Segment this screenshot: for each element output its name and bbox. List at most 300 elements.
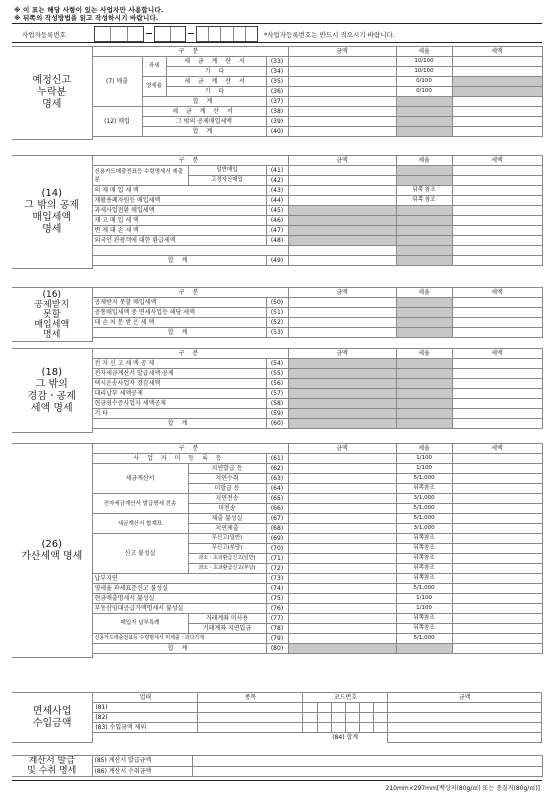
s4-row-label: 전 자 신 고 세 액 공 제 [92,359,266,369]
s3-tax-cell[interactable] [452,298,542,308]
s5-row-no: (63) [266,474,288,484]
s3-amount-cell[interactable] [288,318,396,328]
s1-amount-cell[interactable] [288,107,396,117]
s5-row-no: (71) [266,554,288,564]
s2-tax-cell[interactable] [452,206,542,216]
s5-tax-cell[interactable] [452,454,542,464]
bizno-field-3[interactable] [196,26,258,42]
s5-amount-cell[interactable] [288,604,396,614]
s5-rate-cell: 5/1,000 [396,514,452,524]
s3-header-amount: 금액 [288,288,396,298]
s4-row-label: 전자세금계산서 발급세액 공제 [92,369,266,379]
s5-rate-cell: 1/100 [396,454,452,464]
s5-group-label: 세금계산서 [92,464,188,494]
s5-rate-cell-shaded [396,644,452,654]
s4-rate-cell-shaded [396,399,452,409]
s5-row-label: 미발급 등 [188,484,266,494]
s5-rate-cell: 1/100 [396,594,452,604]
s5-row-label: 과소ㆍ초과환급신고(부당) [188,564,266,574]
s2-amount-cell[interactable] [288,186,396,196]
note-2: ※ 뒤쪽의 작성방법을 읽고 작성하시기 바랍니다. [14,14,159,22]
s5-tax-cell[interactable] [452,514,542,524]
s6-item-cell[interactable] [198,703,303,713]
s2-total-label: 합 계 [92,256,266,266]
s5-tax-cell[interactable] [452,524,542,534]
section-invoice-issue-receipt [12,755,543,777]
s5-amount-cell[interactable] [288,574,396,584]
s5-amount-cell[interactable] [288,564,396,574]
s1-amount-cell[interactable] [288,127,396,137]
section-other-deductible-purchase [12,155,543,269]
s5-tax-cell[interactable] [452,554,542,564]
s6-code-digit[interactable] [303,713,317,723]
s2-rate-cell-shaded [396,236,452,246]
paper-spec-footer: 210mm×297mm[백상지(80g/㎡) 또는 중질지(80g/㎡)] [385,785,540,792]
s5-amount-cell[interactable] [288,484,396,494]
s3-row-no: (50) [266,298,288,308]
s5-group-label: 세금계산서 합계표 [92,514,188,534]
s6-code-digit[interactable] [331,723,345,733]
s7-amount-cell[interactable] [192,756,542,767]
s4-row-no: (57) [266,389,288,399]
s4-tax-cell[interactable] [452,359,542,369]
s1-header-gubun: 구 분 [92,47,288,57]
s6-total-amount[interactable] [388,733,542,743]
s5-amount-cell[interactable] [288,634,396,644]
s2-tax-cell[interactable] [452,246,542,256]
s6-code-digit[interactable] [331,703,345,713]
s5-group-label: 전자세금계산서 발급명세 전송 [92,494,188,514]
s4-row-label: 대리납부 세액공제 [92,389,266,399]
s6-amount-cell[interactable] [388,713,542,723]
s2-header-amount: 금액 [288,156,396,166]
s3-row-label: 공통매입세액 중 면세사업등 해당 세액 [92,308,266,318]
s5-tax-cell[interactable] [452,624,542,634]
s7-title: 계산서 발급 및 수취 명세 [12,756,92,777]
s5-amount-cell-shaded [288,644,396,654]
bizno-label: 사업자등록번호 [22,31,66,39]
s2-rate-cell-shaded [396,246,452,256]
s1-row-no: (36) [266,87,288,97]
s2-row-no: (42) [266,176,288,186]
s4-tax-cell[interactable] [452,379,542,389]
s5-amount-cell[interactable] [288,474,396,484]
s2-tax-cell[interactable] [452,226,542,236]
s5-row-no: (65) [266,494,288,504]
s3-amount-cell[interactable] [288,298,396,308]
s6-code-digit[interactable] [317,723,331,733]
s5-amount-cell[interactable] [288,534,396,544]
s1-sales-label: (7) 매출 [92,57,142,107]
s1-row-no: (38) [266,107,288,117]
s5-row-no: (70) [266,544,288,554]
s5-tax-cell[interactable] [452,604,542,614]
s5-tax-cell[interactable] [452,484,542,494]
s5-tax-cell[interactable] [452,634,542,644]
s4-amount-cell-shaded [288,419,396,429]
s3-rate-cell-shaded [396,308,452,318]
s6-amount-cell[interactable] [388,723,542,733]
s1-rate-cell: 10/100 [396,67,452,77]
s3-amount-cell[interactable] [288,308,396,318]
s2-card-label: 신용카드매출전표등 수령명세서 제출분 [92,166,188,186]
s5-tax-cell[interactable] [452,494,542,504]
s3-tax-cell[interactable] [452,308,542,318]
s5-rate-cell: 1/100 [396,464,452,474]
s1-row-no: (37) [266,97,288,107]
bizno-field-1[interactable] [94,26,144,42]
bottom-rule [12,780,542,781]
s2-amount-cell-shaded [288,216,396,226]
s4-row-label: 기 타 [92,409,266,419]
s1-tax-cell[interactable] [452,57,542,67]
s6-header-amount: 금액 [388,693,542,703]
s5-rate-cell: 뒤쪽참조 [396,534,452,544]
s6-code-digit[interactable] [303,703,317,713]
bizno-dash-2 [188,33,194,34]
s1-tax-cell-shaded [452,77,542,87]
s5-row-label: 사 업 자 미 등 록 등 [92,454,266,464]
s2-header-rate: 세율 [396,156,452,166]
s1-row-label: 기 타 [166,67,266,77]
s2-row-no: (47) [266,226,288,236]
s2-row-label: 과세사업전환 매입세액 [92,206,266,216]
s5-rate-cell: 뒤쪽참조 [396,554,452,564]
s5-amount-cell[interactable] [288,454,396,464]
s4-amount-cell-shaded [288,359,396,369]
s1-tax-cell[interactable] [452,97,542,107]
s6-row-label: (81) [93,703,198,713]
s1-row-no: (35) [266,77,288,87]
s5-rate-cell: 뒤쪽참조 [396,564,452,574]
s7-row-label: (86) 계산서 수취금액 [92,766,192,777]
s5-row-no: (75) [266,594,288,604]
s6-header-code: 코드번호 [303,693,388,703]
s1-rate-cell: 0/100 [396,87,452,97]
s2-amount-cell-shaded [288,236,396,246]
s1-row-no: (33) [266,57,288,67]
s5-tax-cell[interactable] [452,534,542,544]
s2-tax-cell[interactable] [452,176,542,186]
note-1: ※ 이 표는 해당 사항이 있는 사업자만 사용합니다. [14,6,164,14]
s1-purchase-label: (12) 매입 [92,107,142,137]
s6-code-digit[interactable] [374,703,388,713]
s3-tax-cell[interactable] [452,318,542,328]
s1-row-no: (40) [266,127,288,137]
s3-tax-cell[interactable] [452,328,542,338]
s5-row-label: 납부지연 [92,574,266,584]
s5-row-no: (79) [266,634,288,644]
s4-tax-cell[interactable] [452,399,542,409]
s1-header-tax: 세액 [452,47,542,57]
s2-amount-cell[interactable] [288,166,396,176]
s1-row-label: 기 타 [166,87,266,97]
s6-row-label: (82) [93,713,198,723]
s5-amount-cell[interactable] [288,464,396,474]
s1-taxable-label: 과세 [142,57,166,77]
s4-row-no: (58) [266,399,288,409]
s2-rate-cell-shaded [396,226,452,236]
s6-code-digit[interactable] [374,723,388,733]
s2-rate-cell: 뒤쪽 참조 [396,196,452,206]
s5-row-no: (64) [266,484,288,494]
s4-rate-cell-shaded [396,419,452,429]
s2-tax-cell[interactable] [452,236,542,246]
s4-rate-cell-shaded [396,369,452,379]
s6-code-digit[interactable] [345,723,359,733]
s5-amount-cell[interactable] [288,614,396,624]
s4-tax-cell[interactable] [452,369,542,379]
s3-title: (16) 공제받지 못할 매입세액 명세 [12,288,92,342]
s5-rate-cell: 뒤쪽참조 [396,614,452,624]
section-non-deductible-purchase [12,287,543,342]
s5-tax-cell[interactable] [452,544,542,554]
s5-row-label: 미전송 [188,504,266,514]
s1-amount-cell[interactable] [288,67,396,77]
s2-row-label: 외국인 관광객에 대한 환급세액 [92,236,266,246]
s5-amount-cell[interactable] [288,524,396,534]
section-tax-exempt-revenue [12,692,542,743]
s1-row-no: (34) [266,67,288,77]
s5-row-no: (69) [266,534,288,544]
s2-amount-cell[interactable] [288,246,396,256]
s1-row-label: 세 금 계 산 서 [166,77,266,87]
s5-row-label: 무신고(일반) [188,534,266,544]
s2-tax-cell[interactable] [452,256,542,266]
s4-rate-cell-shaded [396,379,452,389]
s6-item-cell[interactable] [198,713,303,723]
section-other-reduction [12,348,543,433]
s3-rate-cell-shaded [396,318,452,328]
s1-amount-cell[interactable] [288,87,396,97]
s5-tax-cell[interactable] [452,594,542,604]
s4-rate-cell-shaded [396,389,452,399]
s3-header-gubun: 구 분 [92,288,288,298]
s5-tax-cell[interactable] [452,464,542,474]
s6-header-business: 업태 [93,693,198,703]
s5-row-no: (67) [266,514,288,524]
s5-row-label: 영세율 과세표준신고 불성실 [92,584,266,594]
s5-total-label: 합 계 [92,644,266,654]
s1-amount-cell[interactable] [288,117,396,127]
s5-row-label: 제출 불성실 [188,514,266,524]
s5-tax-cell[interactable] [452,614,542,624]
s4-row-label: 택시운송사업자 경감세액 [92,379,266,389]
s6-blank [93,733,303,743]
s4-amount-cell-shaded [288,399,396,409]
s5-rate-cell: 3/1,000 [396,524,452,534]
s5-row-no: (61) [266,454,288,464]
s1-title: 예정신고 누락분 명세 [12,47,92,140]
s5-row-no: (73) [266,574,288,584]
s5-row-no: (77) [266,614,288,624]
s4-title: (18) 그 밖의 경감ㆍ공제 세액 명세 [12,349,92,433]
s1-row-label: 그 밖의 공제매입세액 [142,117,266,127]
s4-amount-cell-shaded [288,389,396,399]
s4-header-rate: 세율 [396,349,452,359]
s5-row-label: 부동산임대공급가액명세서 불성실 [92,604,266,614]
s6-code-digit[interactable] [317,713,331,723]
s2-row-label: 재 고 매 입 세 액 [92,216,266,226]
s4-amount-cell-shaded [288,409,396,419]
s5-group-label: 매입자 납부특례 [92,614,188,634]
s1-rate-cell-shaded [396,107,452,117]
s5-amount-cell[interactable] [288,504,396,514]
s2-tax-cell[interactable] [452,196,542,206]
s3-header-rate: 세율 [396,288,452,298]
s2-row-label: 의 제 매 입 세 액 [92,186,266,196]
s6-code-digit[interactable] [374,713,388,723]
s5-header-rate: 세율 [396,444,452,454]
s5-tax-cell[interactable] [452,574,542,584]
bizno-field-2[interactable] [154,26,186,42]
s1-zero-rate-label: 영세율 [142,77,166,97]
s2-rate-cell-shaded [396,216,452,226]
s5-amount-cell[interactable] [288,544,396,554]
s7-row-label: (85) 계산서 발급금액 [92,756,192,767]
s3-total-label: 합 계 [92,328,266,338]
s2-tax-cell[interactable] [452,166,542,176]
s5-rate-cell: 5/1,000 [396,474,452,484]
s6-code-digit[interactable] [360,713,374,723]
s5-row-label: 지연발급 등 [188,464,266,474]
s5-tax-cell[interactable] [452,584,542,594]
s7-amount-cell[interactable] [192,766,542,777]
s5-row-no: (74) [266,584,288,594]
s5-row-label: 지연전송 [188,494,266,504]
s2-row-no: (49) [266,256,288,266]
s6-item-cell[interactable] [198,723,303,733]
s1-tax-cell-shaded [452,87,542,97]
s2-blank-row [92,246,288,256]
s5-tax-cell[interactable] [452,644,542,654]
s1-amount-cell[interactable] [288,57,396,67]
section-preliminary-omission [12,46,543,140]
s4-amount-cell-shaded [288,379,396,389]
s6-code-digit[interactable] [345,703,359,713]
s2-amount-cell[interactable] [288,176,396,186]
s4-row-no: (60) [266,419,288,429]
s6-code-digit[interactable] [317,703,331,713]
s6-title: 면세사업 수입금액 [12,693,93,743]
s2-amount-cell[interactable] [288,196,396,206]
s1-rate-cell-shaded [396,117,452,127]
s5-amount-cell[interactable] [288,624,396,634]
s3-amount-cell[interactable] [288,328,396,338]
s2-rate-cell-shaded [396,176,452,186]
s5-row-no: (62) [266,464,288,474]
s5-rate-cell: 뒤쪽참조 [396,624,452,634]
s1-tax-cell[interactable] [452,67,542,77]
s6-code-digit[interactable] [331,713,345,723]
s2-tax-cell[interactable] [452,216,542,226]
s6-header-item: 종목 [198,693,303,703]
s5-row-label: 신용카드매출전표등 수령명세서 미제출ㆍ과다기재 [92,634,266,644]
s1-row-label: 세 금 계 산 서 [142,107,266,117]
s1-tax-cell[interactable] [452,127,542,137]
s5-row-label: 과소ㆍ초과환급신고(일반) [188,554,266,564]
s2-rate-cell-shaded [396,256,452,266]
s4-tax-cell[interactable] [452,419,542,429]
s6-code-digit[interactable] [360,703,374,713]
bizno-row [12,23,542,43]
s2-row-no: (48) [266,236,288,246]
s2-amount-cell-shaded [288,226,396,236]
s5-tax-cell[interactable] [452,474,542,484]
s5-amount-cell[interactable] [288,514,396,524]
s2-row-label: 고정자산매입 [188,176,266,186]
bizno-dash-1 [146,33,152,34]
s5-rate-cell: 1/100 [396,604,452,614]
s5-rate-cell: 5/1,000 [396,634,452,644]
s4-tax-cell[interactable] [452,409,542,419]
s3-row-no: (53) [266,328,288,338]
s6-total-label: (84) 합계 [332,734,359,742]
s5-row-no: (72) [266,564,288,574]
s1-rate-cell: 0/100 [396,77,452,87]
s5-rate-cell: 뒤쪽참조 [396,544,452,554]
s5-amount-cell[interactable] [288,554,396,564]
s5-rate-cell: 3/1,000 [396,494,452,504]
s4-header-tax: 세액 [452,349,542,359]
s1-amount-cell[interactable] [288,77,396,87]
s5-row-label: 지연제출 [188,524,266,534]
s1-rate-cell-shaded [396,127,452,137]
s4-tax-cell[interactable] [452,389,542,399]
s3-row-no: (51) [266,308,288,318]
s1-tax-cell[interactable] [452,117,542,127]
s5-tax-cell[interactable] [452,564,542,574]
s5-header-gubun: 구 분 [92,444,288,454]
s2-tax-cell[interactable] [452,186,542,196]
s6-code-digit[interactable] [345,713,359,723]
s2-title: (14) 그 밖의 공제 매입세액 명세 [12,156,92,269]
s2-header-tax: 세액 [452,156,542,166]
s6-code-digit[interactable] [360,723,374,733]
s1-rate-cell-shaded [396,97,452,107]
s5-row-label: 지연수취 [188,474,266,484]
s5-row-label: 거래계좌 미사용 [188,614,266,624]
s6-code-digit[interactable] [303,723,317,733]
s5-amount-cell[interactable] [288,584,396,594]
s3-row-label: 대 손 처 분 받 은 세 액 [92,318,266,328]
s2-row-label: 일반매입 [188,166,266,176]
s5-group-label: 신고 불성실 [92,534,188,574]
s4-row-no: (55) [266,369,288,379]
s5-amount-cell[interactable] [288,594,396,604]
s5-header-amount: 금액 [288,444,396,454]
s6-amount-cell[interactable] [388,703,542,713]
s2-amount-cell[interactable] [288,256,396,266]
s1-sales-total-label: 합 계 [142,97,266,107]
s3-rate-cell-shaded [396,328,452,338]
s1-tax-cell[interactable] [452,107,542,117]
s2-rate-cell: 뒤쪽 참조 [396,186,452,196]
s4-row-no: (56) [266,379,288,389]
s3-row-label: 공제받지 못할 매입세액 [92,298,266,308]
s2-row-no: (45) [266,206,288,216]
s4-rate-cell-shaded [396,359,452,369]
s1-amount-cell[interactable] [288,97,396,107]
s4-header-amount: 금액 [288,349,396,359]
s5-amount-cell[interactable] [288,494,396,504]
s4-header-gubun: 구 분 [92,349,288,359]
s4-row-no: (54) [266,359,288,369]
s2-header-gubun: 구 분 [92,156,288,166]
s2-rate-cell-shaded [396,206,452,216]
s5-tax-cell[interactable] [452,504,542,514]
s5-row-no: (78) [266,624,288,634]
